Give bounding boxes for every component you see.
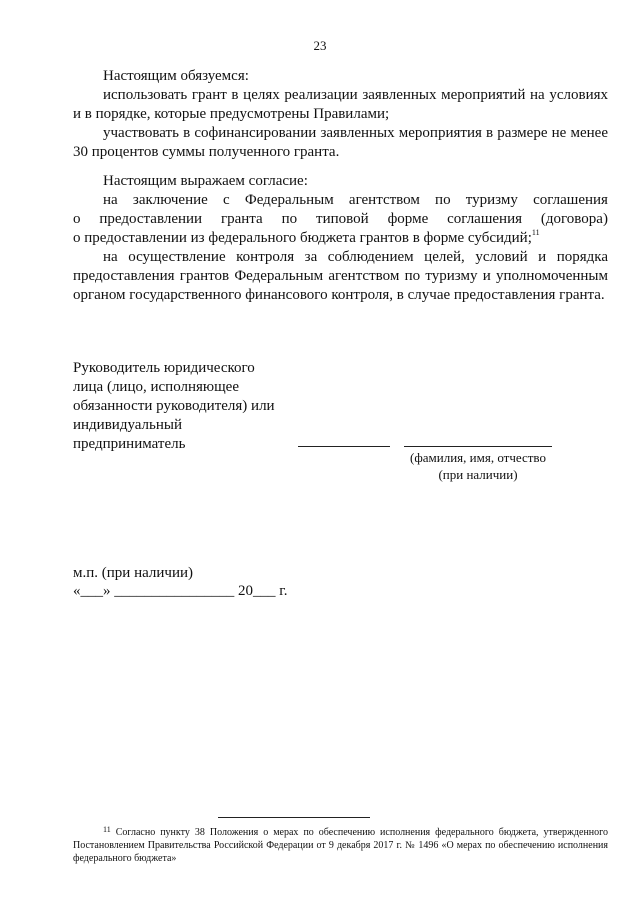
page-number: 23 bbox=[313, 38, 327, 53]
word: предоставлении bbox=[99, 211, 203, 227]
footnote-separator bbox=[218, 817, 370, 818]
signatory-role-line: предприниматель bbox=[73, 436, 186, 452]
signatory-role-line: лица (лицо, исполняющее bbox=[73, 379, 239, 395]
signatory-role-line: индивидуальный bbox=[73, 417, 183, 433]
date-close-quote: » bbox=[103, 583, 111, 599]
word: агентством bbox=[348, 192, 420, 208]
obligation-item-use-grant: использовать грант в целях реализации заявленных мероприятий на условиях и в порядке, которые предусмотрены Правилами; bbox=[73, 87, 608, 122]
word: Федеральным bbox=[244, 192, 334, 208]
date-row bbox=[73, 582, 287, 601]
consent-section bbox=[73, 172, 608, 305]
word: форме bbox=[387, 211, 429, 227]
word: по bbox=[281, 211, 298, 227]
word: заключение bbox=[132, 192, 208, 208]
word: гранта bbox=[220, 211, 263, 227]
stamp-label: м.п. (при наличии) bbox=[73, 565, 193, 581]
date-year-blank: ___ bbox=[253, 583, 276, 599]
footnote-text: Согласно пункту 38 Положения о мерах по обеспечению исполнения федерального бюджета, утвержденного Постановлением Правительства Российской Федерации от 9 декабря 2017 г. № 1496 «О мерах по обеспечению исполнения федерального бюджета» bbox=[73, 827, 609, 864]
word: туризму bbox=[465, 192, 518, 208]
obligations-heading: Настоящим обязуемся: bbox=[103, 68, 249, 84]
name-line bbox=[404, 446, 552, 447]
signatory-role-line: Руководитель юридического bbox=[73, 360, 255, 376]
consent-item-agreement-line1 bbox=[73, 191, 608, 210]
date-day-blank: ___ bbox=[80, 583, 103, 599]
date-suffix: г. bbox=[279, 583, 288, 599]
word: (договора) bbox=[540, 211, 608, 227]
obligation-item-cofinancing: участвовать в софинансировании заявленных мероприятия в размере не менее 30 процентов суммы полученного гранта. bbox=[73, 125, 608, 160]
signatory-role-line: обязанности руководителя) или bbox=[73, 398, 275, 414]
word: соглашения bbox=[447, 211, 522, 227]
footnote bbox=[73, 826, 608, 865]
name-caption-line1: (фамилия, имя, отчество bbox=[410, 450, 546, 465]
signature-line bbox=[298, 446, 390, 447]
word: на bbox=[103, 192, 118, 208]
consent-item-agreement-line2 bbox=[73, 210, 608, 229]
word: с bbox=[223, 192, 230, 208]
consent-heading: Настоящим выражаем согласие: bbox=[103, 173, 308, 189]
consent-item-agreement-text: о предоставлении из федерального бюджета грантов в форме субсидий; bbox=[73, 230, 532, 246]
consent-item-agreement-line3 bbox=[73, 229, 608, 248]
obligations-section bbox=[73, 67, 608, 162]
date-year-prefix: 20 bbox=[238, 583, 253, 599]
word: типовой bbox=[316, 211, 369, 227]
name-caption bbox=[400, 449, 556, 483]
date-open-quote: « bbox=[73, 583, 81, 599]
footnote-number: 11 bbox=[103, 825, 111, 834]
signatory-role bbox=[73, 359, 303, 454]
word: о bbox=[73, 211, 81, 227]
footnote-reference: 11 bbox=[531, 228, 540, 237]
word: соглашения bbox=[533, 192, 608, 208]
date-month-blank: ________________ bbox=[114, 583, 235, 599]
name-caption-line2: (при наличии) bbox=[438, 467, 518, 482]
consent-item-control: на осуществление контроля за соблюдением целей, условий и порядка предоставления грантов Федеральным агентством по туризму и уполномоченным органом государственного финансового контроля, в случае предоставления гранта. bbox=[73, 249, 608, 303]
word: по bbox=[435, 192, 451, 208]
